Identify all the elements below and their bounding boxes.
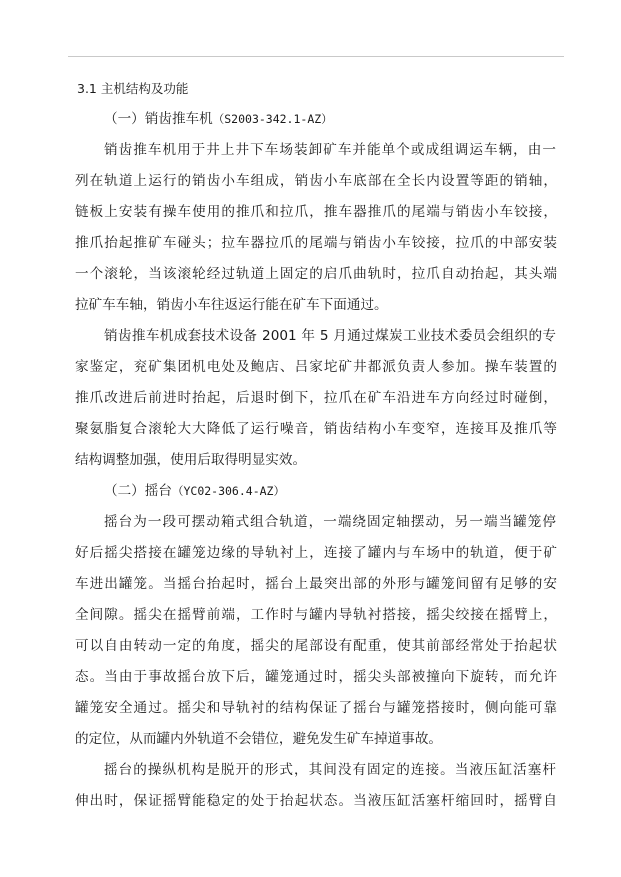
paragraph-line: 罐笼安全通过。摇尖和导轨衬的结构保证了摇台与罐笼搭接时，侧向能可靠	[75, 700, 557, 716]
subsection-title: （一）销齿推车机	[104, 111, 213, 127]
paragraph-line: 拉矿车车轴，销齿小车往返运行能在矿车下面通过。	[75, 297, 388, 313]
paragraph-line: 推爪改进后前进时抬起，后退时倒下，拉爪在矿车沿进车方向经过时碰倒，	[75, 390, 557, 406]
paragraph-line: 列在轨道上运行的销齿小车组成，销齿小车底部在全长内设置等距的销轴，	[75, 173, 557, 189]
header-rule	[68, 56, 564, 57]
paragraph-line: 摇台的操纵机构是脱开的形式，其间没有固定的连接。当液压缸活塞杆	[104, 762, 556, 778]
paragraph-line: 一个滚轮，当该滚轮经过轨道上固定的启爪曲轨时，拉爪自动抬起，其头端	[75, 266, 557, 282]
section-heading: 3.1 主机结构及功能	[77, 81, 189, 96]
paragraph-line: 推爪抬起推矿车碰头；拉车器拉爪的尾端与销齿小车铰接，拉爪的中部安装	[75, 235, 557, 251]
paragraph-line: 伸出时，保证摇臂能稳定的处于抬起状态。当液压缸活塞杆缩回时，摇臂自	[75, 793, 557, 809]
paragraph-line: 结构调整加强，使用后取得明显实效。	[75, 452, 307, 468]
paragraph-line: 链板上安装有操车使用的推爪和拉爪，推车器推爪的尾端与销齿小车铰接，	[75, 204, 557, 220]
paragraph-line: 车进出罐笼。当摇台抬起时，摇台上最突出部的外形与罐笼间留有足够的安	[75, 576, 557, 592]
model-code: （YC02-306.4-AZ）	[171, 484, 285, 498]
paragraph-line: 的定位，从而罐内外轨道不会错位，避免发生矿车掉道事故。	[75, 731, 443, 747]
paragraph-line: 销齿推车机成套技术设备 2001 年 5 月通过煤炭工业技术委员会组织的专	[104, 328, 556, 344]
paragraph-line: 摇台为一段可摆动箱式组合轨道，一端绕固定轴摆动，另一端当罐笼停	[104, 514, 556, 530]
paragraph-line: 态。当由于事故摇台放下后，罐笼通过时，摇尖头部被撞向下旋转，而允许	[75, 669, 557, 685]
subsection-title: （二）摇台	[104, 483, 172, 499]
paragraph-line: 全间隙。摇尖在摇臂前端，工作时与罐内导轨衬搭接，摇尖绞接在摇臂上，	[75, 607, 557, 623]
paragraph-line: 可以自由转动一定的角度，摇尖的尾部设有配重，使其前部经常处于抬起状	[75, 638, 557, 654]
paragraph-line: 好后摇尖搭接在罐笼边缘的导轨衬上，连接了罐内与车场中的轨道，便于矿	[75, 545, 557, 561]
paragraph-line: 聚氨脂复合滚轮大大降低了运行噪音，销齿结构小车变窄，连接耳及推爪等	[75, 421, 557, 437]
paragraph-line: 销齿推车机用于井上井下车场装卸矿车并能单个或成组调运车辆，由一	[104, 142, 556, 158]
model-code: （S2003-342.1-AZ）	[212, 112, 333, 126]
subsection-heading-pin-tooth-pusher	[104, 110, 621, 128]
subsection-heading-rocking-platform	[104, 482, 621, 500]
paragraph-line: 家鉴定，兖矿集团机电处及鲍店、吕家坨矿井都派负责人参加。操车装置的	[75, 359, 557, 375]
